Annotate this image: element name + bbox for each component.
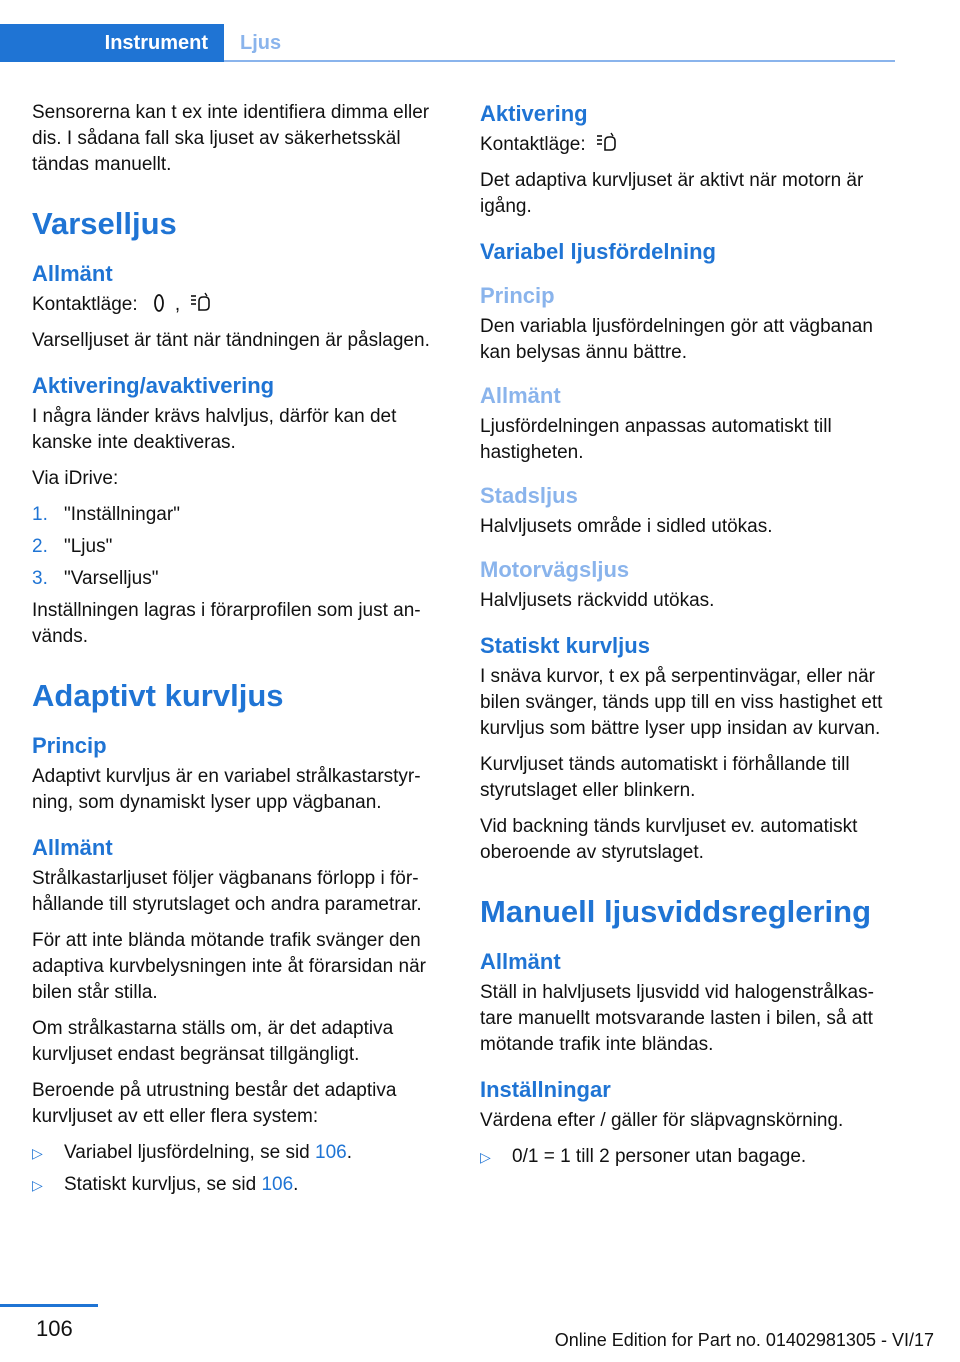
subsubsection-title-princip: Princip <box>480 283 555 308</box>
ignition-off-icon <box>147 292 171 314</box>
subsection-title-aktivering-right: Aktivering <box>480 101 588 126</box>
allmant-paragraph-1: Strålkastarljuset följer vägbanans förlopp i för‐ hållande till styrutslaget och andra parametrar. <box>32 868 422 915</box>
list-item <box>32 1172 452 1198</box>
edition-footer: Online Edition for Part no. 01402981305 - VI/17 <box>554 1330 934 1350</box>
page-number: 106 <box>36 1316 73 1341</box>
bullet-text <box>64 1172 298 1198</box>
step-text: "Ljus" <box>64 536 113 557</box>
princip-paragraph: Adaptivt kurvljus är en variabel strålkastarstyr‐ ning, som dynamiskt lyser upp vägbanan. <box>32 766 421 813</box>
bullet-text <box>64 1140 352 1166</box>
subsection-title-installningar: Inställningar <box>480 1077 611 1102</box>
section-title-manuell: Manuell ljusviddsreglering <box>480 894 872 929</box>
kontaktlage-line <box>32 292 452 318</box>
kontaktlage-label: Kontaktläge: <box>480 134 586 155</box>
subsection-title-manuell-allmant: Allmänt <box>480 949 561 974</box>
via-idrive-label: Via iDrive: <box>32 468 119 489</box>
intro-paragraph: Sensorerna kan t ex inte identifiera dimma eller dis. I sådana fall ska ljuset av säkerhetsskäl tändas manuellt. <box>32 102 430 175</box>
kontaktlage-line-right <box>480 132 900 158</box>
page-link[interactable]: 106 <box>261 1174 294 1195</box>
varselljus-paragraph: Varselljuset är tänt när tändningen är påslagen. <box>32 330 430 351</box>
statiskt-paragraph-2: Kurvljuset tänds automatiskt i förhållande till styrutslaget eller blinkern. <box>480 754 850 801</box>
subsection-title-allmant-2: Allmänt <box>32 835 113 860</box>
bullet-label: Variabel ljusfördelning, se sid <box>64 1142 316 1163</box>
systems-list <box>32 1140 452 1198</box>
allmant-paragraph-3: Om strålkastarna ställs om, är det adaptiva kurvljuset endast begränsat tillgängligt. <box>32 1018 394 1065</box>
section-title-varselljus: Varselljus <box>32 206 177 241</box>
kontaktlage-label: Kontaktläge: <box>32 294 138 315</box>
aktivering-paragraph: I några länder krävs halvljus, därför kan det kanske inte deaktiveras. <box>32 406 397 453</box>
lagras-paragraph: Inställningen lagras i förarprofilen som just an‐ vänds. <box>32 600 421 647</box>
left-column <box>32 100 452 1204</box>
page-header <box>0 0 960 64</box>
tab-instrument[interactable]: Instrument <box>0 24 224 62</box>
list-item <box>32 566 452 592</box>
engine-running-icon <box>189 292 213 314</box>
aktivering-right-paragraph: Det adaptiva kurvljuset är aktivt när motorn är igång. <box>480 170 864 217</box>
section-title-adaptivt: Adaptivt kurvljus <box>32 678 284 713</box>
step-number: 3. <box>32 568 48 589</box>
allmant-paragraph-2: För att inte blända mötande trafik svänger den adaptiva kurvbelysningen inte åt förarsidan när bilen står stilla. <box>32 930 426 1003</box>
triangle-bullet-icon: ▷ <box>480 1149 491 1165</box>
subsection-title-variabel: Variabel ljusfördelning <box>480 239 716 264</box>
subsection-title-princip: Princip <box>32 733 107 758</box>
triangle-bullet-icon: ▷ <box>32 1177 43 1193</box>
step-text: "Inställningar" <box>64 504 180 525</box>
triangle-bullet-icon: ▷ <box>32 1145 43 1161</box>
variabel-allmant-paragraph: Ljusfördelningen anpassas automatiskt till hastigheten. <box>480 416 832 463</box>
statiskt-paragraph-1: I snäva kurvor, t ex på serpentinvägar, eller när bilen svänger, tänds upp till en viss hastighet ett kurvljus som bättre lyser upp insidan av kurvan. <box>480 666 883 739</box>
step-number: 1. <box>32 504 48 525</box>
motorvag-paragraph: Halvljusets räckvidd utökas. <box>480 590 715 611</box>
steps-list <box>32 502 452 592</box>
subsection-title-statiskt: Statiskt kurvljus <box>480 633 650 658</box>
list-item <box>32 502 452 528</box>
step-number: 2. <box>32 536 48 557</box>
bullet-end: . <box>293 1174 299 1195</box>
bullet-text: 0/1 = 1 till 2 personer utan bagage. <box>512 1146 807 1167</box>
list-item <box>32 1140 452 1166</box>
footer-divider <box>0 1304 98 1307</box>
list-item <box>32 534 452 560</box>
statiskt-paragraph-3: Vid backning tänds kurvljuset ev. automatiskt oberoende av styrutslaget. <box>480 816 858 863</box>
step-text: "Varselljus" <box>64 568 159 589</box>
engine-running-icon <box>595 132 619 154</box>
subsubsection-title-motorvag: Motorvägsljus <box>480 557 630 582</box>
subsubsection-title-allmant: Allmänt <box>480 383 561 408</box>
subsubsection-title-stadsljus: Stadsljus <box>480 483 578 508</box>
bullet-end: . <box>346 1142 352 1163</box>
list-item <box>480 1144 900 1170</box>
kontaktlage-separator: , <box>174 294 181 315</box>
installningar-paragraph: Värdena efter / gäller för släpvagnskörning. <box>480 1110 844 1131</box>
page-link[interactable]: 106 <box>315 1142 347 1163</box>
subsection-title-allmant: Allmänt <box>32 261 113 286</box>
variabel-princip-paragraph: Den variabla ljusfördelningen gör att vägbanan kan belysas ännu bättre. <box>480 316 873 363</box>
header-divider <box>224 60 895 62</box>
bullet-label: Statiskt kurvljus, se sid <box>64 1174 262 1195</box>
stadsljus-paragraph: Halvljusets område i sidled utökas. <box>480 516 773 537</box>
tab-ljus[interactable]: Ljus <box>240 32 282 54</box>
subsection-title-aktivering: Aktivering/avaktivering <box>32 373 275 398</box>
manuell-allmant-paragraph: Ställ in halvljusets ljusvidd vid halogenstrålkas‐ tare manuellt motsvarande lasten i bilen, så att mötande trafik inte bländas. <box>480 982 874 1055</box>
right-column <box>480 100 900 1176</box>
allmant-paragraph-4: Beroende på utrustning består det adaptiva kurvljuset av ett eller flera system: <box>32 1080 397 1127</box>
